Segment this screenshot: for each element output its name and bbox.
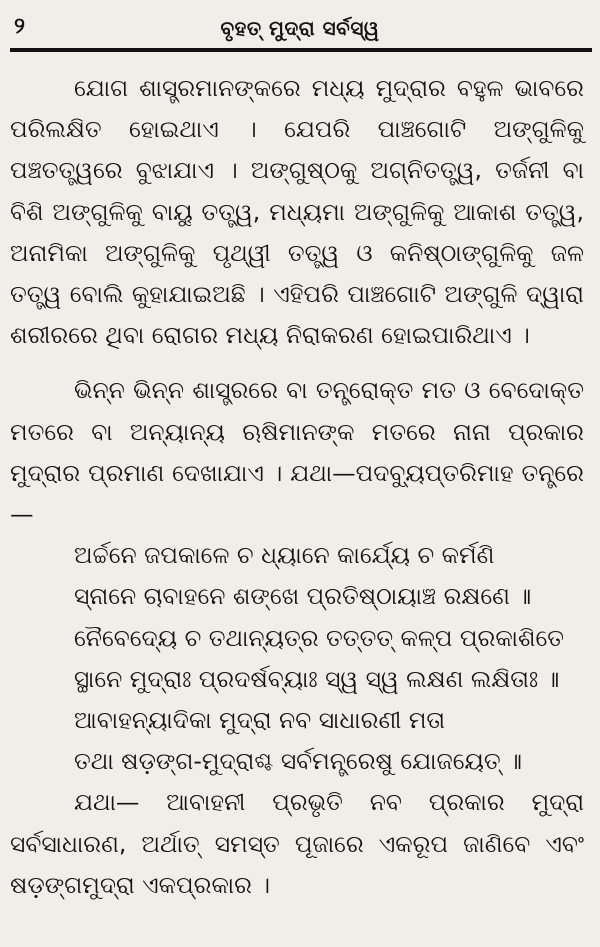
verse-line: ସ୍ନାନେ ଚାବାହନେ ଶଙ୍ଖେ ପ୍ରତିଷ୍ଠାୟାଞ୍ଚ ରକ୍ଷଣେ ॥ xyxy=(74,582,532,611)
verse-line: ଆବାହନ୍ୟାଦିକା ମୁଦ୍ରା ନବ ସାଧାରଣୀ ମତା xyxy=(74,706,446,735)
page-number: ୨ xyxy=(14,14,25,39)
verse-line: ସ୍ଥାନେ ମୁଦ୍ରାଃ ପ୍ରଦର୍ଷବ୍ୟାଃ ସ୍ୱ ସ୍ୱ ଲକ୍ଷଣ ଲକ୍ଷିତାଃ ॥ xyxy=(74,664,560,693)
paragraph: ଭିନ୍ନ ଭିନ୍ନ ଶାସ୍ତ୍ରରେ ବା ତନ୍ତ୍ରୋକ୍ତ ମତ ଓ ବେଦୋକ୍ତ ମତରେ ବା ଅନ୍ୟାନ୍ୟ ଋଷିମାନଙ୍କ ମତରେ ନାନା ପ୍ରକାର ମୁଦ୍ରାର ପ୍ରମାଣ ଦେଖାଯାଏ । ଯଥା—ପଦବ୍ୟୁପ୍ତରିମାହ ତନ୍ତ୍ରେ— xyxy=(10,376,584,529)
verse-line: ନୈବେଦ୍ୟେ ଚ ତଥାନ୍ୟତ୍ର ତତ୍ତତ୍ କଳ୍ପ ପ୍ରକାଶିତେ xyxy=(74,623,565,652)
verse-block xyxy=(10,535,584,782)
paragraph: ଯଥା— ଆବାହନୀ ପ୍ରଭୃତି ନବ ପ୍ରକାର ମୁଦ୍ରା ସର୍ବସାଧାରଣ, ଅର୍ଥାତ୍ ସମସ୍ତ ପୂଜାରେ ଏକରୂପ ଜାଣିବେ ଏବଂ ଷଡ଼ଙ୍ଗମୁଦ୍ରା ଏକପ୍ରକାର । xyxy=(10,788,584,899)
header-rule xyxy=(10,48,592,52)
verse-line: ଅର୍ଚ୍ଚନେ ଜପକାଳେ ଚ ଧ୍ୟାନେ କାର୍ଯ୍ୟେ ଚ କର୍ମଣି xyxy=(74,541,495,570)
verse-line: ତଥା ଷଡ଼ଙ୍ଗ-ମୁଦ୍ରାଶ୍ଚ ସର୍ବମନ୍ତ୍ରେଷୁ ଯୋଜୟେତ୍ ॥ xyxy=(74,747,522,776)
running-title: ବୃହତ୍ ମୁଦ୍ରା ସର୍ବସ୍ୱ xyxy=(220,16,380,40)
page-body xyxy=(10,68,584,906)
paragraph: ଯୋଗ ଶାସ୍ତ୍ରମାନଙ୍କରେ ମଧ୍ୟ ମୁଦ୍ରାର ବହୁଳ ଭାବରେ ପରିଲକ୍ଷିତ ହୋଇଥାଏ । ଯେପରି ପାଞ୍ଚଗୋଟି ଅଙ୍ଗୁଳିକୁ ପଞ୍ଚତତ୍ତ୍ୱରେ ବୁଝାଯାଏ । ଅଙ୍ଗୁଷ୍ଠକୁ ଅଗ୍ନିତତ୍ତ୍ୱ, ତର୍ଜନୀ ବା ବିଶି ଅଙ୍ଗୁଳିକୁ ବାୟୁ ତତ୍ତ୍ୱ, ମଧ୍ୟମା ଅଙ୍ଗୁଳିକୁ ଆକାଶ ତତ୍ତ୍ୱ, ଅନାମିକା ଅଙ୍ଗୁଳିକୁ ପୃଥ୍ୱୀ ତତ୍ତ୍ୱ ଓ କନିଷ୍ଠାଙ୍ଗୁଳିକୁ ଜଳ ତତ୍ତ୍ୱ ବୋଲି କୁହାଯାଇଅଛି । ଏହିପରି ପାଞ୍ଚଗୋଟି ଅଙ୍ଗୁଳି ଦ୍ୱାରା ଶରୀରରେ ଥିବା ରୋଗର ମଧ୍ୟ ନିରାକରଣ ହୋଇପାରିଥାଏ । xyxy=(10,74,584,350)
page-header xyxy=(0,8,600,48)
